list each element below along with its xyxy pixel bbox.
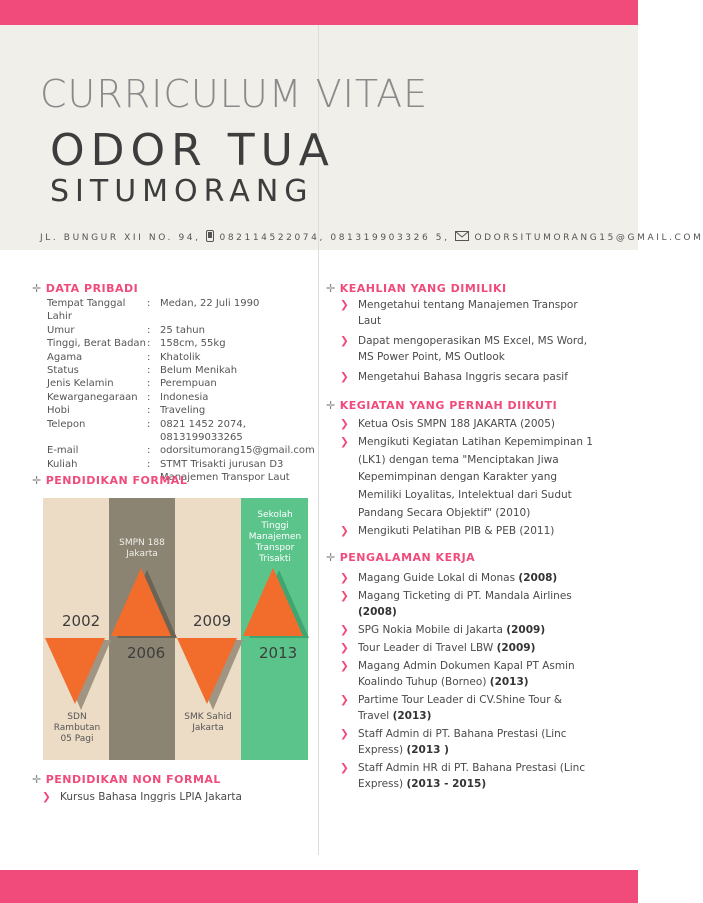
email: ODORSITUMORANG15@GMAIL.COM bbox=[474, 233, 703, 243]
list-item bbox=[340, 726, 590, 758]
cv-title: CURRICULUM VITAE bbox=[40, 72, 429, 116]
personal-data-row bbox=[47, 297, 320, 324]
address: JL. BUNGUR XII NO. 94, bbox=[40, 233, 201, 243]
chevron-right-icon: ❯ bbox=[340, 572, 349, 584]
section-data-pribadi bbox=[32, 282, 138, 295]
field-label: Tempat Tanggal Lahir bbox=[47, 298, 126, 323]
list-item-text: Mengetahui Bahasa Inggris secara pasif bbox=[358, 371, 568, 383]
non-formal-list bbox=[42, 790, 312, 804]
field-value: Belum Menikah bbox=[160, 365, 238, 377]
list-item bbox=[340, 588, 590, 620]
list-item bbox=[340, 760, 590, 792]
chevron-right-icon: ❯ bbox=[340, 435, 349, 448]
section-pendidikan-non-formal bbox=[32, 773, 221, 786]
list-item-text: Kursus Bahasa Inggris LPIA Jakarta bbox=[60, 791, 242, 803]
experience-list bbox=[340, 570, 590, 794]
personal-data-row bbox=[47, 351, 320, 364]
list-item-text: Mengetahui tentang Manajemen Transpor Laut bbox=[358, 299, 578, 327]
field-value: Khatolik bbox=[160, 351, 201, 363]
field-label: Agama bbox=[47, 351, 83, 363]
list-item-text: Mengikuti Kegiatan Latihan Kepemimpinan 1 (LK1) dengan tema "Menciptakan Jiwa Kepemimpinan dengan Karakter yang Memiliki Loyalitas, Intelektual dari Sudut Pandang Secara Objektif" (2010) bbox=[358, 435, 593, 519]
field-label: Kuliah bbox=[47, 458, 78, 470]
field-colon: : bbox=[147, 338, 151, 350]
field-value: Perempuan bbox=[160, 378, 217, 390]
list-item-text: Ketua Osis SMPN 188 JAKARTA (2005) bbox=[358, 418, 555, 430]
plus-icon: ✛ bbox=[326, 551, 336, 564]
field-label: Status bbox=[47, 365, 79, 377]
section-title: PENGALAMAN KERJA bbox=[339, 551, 476, 564]
chevron-right-icon: ❯ bbox=[340, 335, 349, 347]
top-bar bbox=[0, 0, 638, 25]
list-item-text: Magang Admin Dokumen Kapal PT Asmin Koalindo Tuhup (Borneo) bbox=[358, 660, 575, 688]
chevron-right-icon: ❯ bbox=[340, 524, 349, 537]
list-item bbox=[340, 333, 590, 365]
field-colon: : bbox=[147, 324, 151, 336]
personal-data-row bbox=[47, 364, 320, 377]
chevron-right-icon: ❯ bbox=[340, 762, 349, 774]
field-label: Hobi bbox=[47, 405, 70, 417]
plus-icon: ✛ bbox=[32, 773, 42, 786]
chevron-right-icon: ❯ bbox=[340, 299, 349, 311]
field-label: Telepon bbox=[47, 418, 86, 430]
section-kegiatan bbox=[326, 399, 557, 412]
skills-list bbox=[340, 297, 590, 389]
field-value: odorsitumorang15@gmail.com bbox=[160, 445, 315, 457]
list-item bbox=[340, 369, 590, 385]
list-item-year: (2013) bbox=[489, 676, 529, 688]
chevron-right-icon: ❯ bbox=[340, 371, 349, 383]
personal-data-row bbox=[47, 418, 320, 445]
year-2006: 2006 bbox=[127, 644, 166, 662]
field-label: Kewarganegaraan bbox=[47, 391, 138, 403]
personal-data-row bbox=[47, 458, 320, 471]
field-value: 25 tahun bbox=[160, 324, 205, 336]
chevron-right-icon: ❯ bbox=[340, 590, 349, 602]
list-item bbox=[340, 297, 590, 329]
list-item-text: Staff Admin HR di PT. Bahana Prestasi (Linc Express) bbox=[358, 762, 586, 790]
plus-icon: ✛ bbox=[32, 474, 42, 487]
list-item-text: SPG Nokia Mobile di Jakarta bbox=[358, 624, 507, 636]
field-colon: : bbox=[147, 391, 151, 403]
phone: 082114522074, 081319903326 5, bbox=[219, 233, 450, 243]
school-college: Sekolah Tinggi Manajemen Transpor Trisakti bbox=[248, 510, 302, 564]
chevron-right-icon: ❯ bbox=[42, 791, 51, 803]
field-value: 158cm, 55kg bbox=[160, 338, 226, 350]
phone-icon bbox=[206, 230, 214, 245]
chevron-right-icon: ❯ bbox=[340, 418, 349, 430]
chevron-right-icon: ❯ bbox=[340, 694, 349, 706]
chevron-right-icon: ❯ bbox=[340, 624, 349, 636]
section-title: PENDIDIKAN NON FORMAL bbox=[45, 773, 221, 786]
section-keahlian bbox=[326, 282, 507, 295]
field-colon: : bbox=[147, 405, 151, 417]
field-colon: : bbox=[147, 365, 151, 377]
section-title: KEGIATAN YANG PERNAH DIIKUTI bbox=[339, 399, 558, 412]
section-title: DATA PRIBADI bbox=[45, 282, 139, 295]
field-colon: : bbox=[147, 378, 151, 390]
list-item-year: (2009) bbox=[506, 624, 546, 636]
first-name: ODOR TUA bbox=[50, 125, 335, 176]
list-item bbox=[340, 416, 600, 434]
personal-data-row bbox=[47, 337, 320, 350]
list-item-text: Magang Guide Lokal di Monas bbox=[358, 572, 519, 584]
education-timeline bbox=[43, 498, 308, 764]
field-label: Tinggi, Berat Badan bbox=[47, 338, 146, 350]
section-pendidikan-formal bbox=[32, 474, 187, 487]
list-item bbox=[340, 640, 590, 656]
section-title: KEAHLIAN YANG DIMILIKI bbox=[339, 282, 507, 295]
list-item-text: Tour Leader di Travel LBW bbox=[358, 642, 497, 654]
personal-data-table bbox=[47, 297, 320, 485]
list-item-text: Magang Ticketing di PT. Mandala Airlines bbox=[358, 590, 572, 602]
last-name: SITUMORANG bbox=[50, 174, 314, 209]
field-colon: : bbox=[147, 351, 151, 363]
chevron-right-icon: ❯ bbox=[340, 660, 349, 672]
list-item bbox=[340, 570, 590, 586]
list-item-text: Staff Admin di PT. Bahana Prestasi (Linc Express) bbox=[358, 728, 567, 756]
year-2013: 2013 bbox=[259, 644, 298, 662]
field-label: Umur bbox=[47, 324, 75, 336]
field-colon: : bbox=[147, 298, 151, 309]
plus-icon: ✛ bbox=[326, 282, 336, 295]
field-value: Medan, 22 Juli 1990 bbox=[160, 298, 260, 309]
field-label: E-mail bbox=[47, 445, 79, 457]
school-sd: SDN Rambutan 05 Pagi bbox=[53, 712, 101, 744]
list-item-year: (2013) bbox=[392, 710, 432, 722]
list-item bbox=[42, 790, 312, 804]
chevron-right-icon: ❯ bbox=[340, 642, 349, 654]
field-value: STMT Trisakti jurusan D3 bbox=[160, 458, 284, 470]
list-item bbox=[340, 523, 600, 541]
chevron-right-icon: ❯ bbox=[340, 728, 349, 740]
personal-data-row bbox=[47, 324, 320, 337]
list-item bbox=[340, 622, 590, 638]
field-value: Indonesia bbox=[160, 391, 209, 403]
school-smk: SMK Sahid Jakarta bbox=[184, 712, 232, 733]
field-value: Traveling bbox=[160, 405, 206, 417]
activities-list bbox=[340, 416, 600, 541]
list-item bbox=[340, 692, 590, 724]
personal-data-row bbox=[47, 377, 320, 390]
field-colon: : bbox=[147, 445, 151, 457]
field-colon: : bbox=[147, 418, 151, 430]
list-item-text: Mengikuti Pelatihan PIB & PEB (2011) bbox=[358, 524, 555, 537]
list-item-year: (2008) bbox=[358, 606, 397, 618]
field-colon: : bbox=[147, 458, 151, 470]
list-item bbox=[340, 658, 590, 690]
personal-data-row bbox=[47, 404, 320, 417]
list-item-year: (2008) bbox=[518, 572, 558, 584]
list-item-year: (2013 ) bbox=[406, 744, 449, 756]
section-title: PENDIDIKAN FORMAL bbox=[45, 474, 188, 487]
bottom-bar bbox=[0, 870, 638, 903]
plus-icon: ✛ bbox=[32, 282, 42, 295]
year-2009: 2009 bbox=[193, 612, 232, 630]
field-value: 0821 1452 2074, 0813199033265 bbox=[160, 418, 246, 444]
personal-data-row bbox=[47, 391, 320, 404]
year-2002: 2002 bbox=[62, 612, 101, 630]
list-item-text: Partime Tour Leader di CV.Shine Tour & Travel bbox=[358, 694, 563, 722]
list-item-year: (2009) bbox=[496, 642, 536, 654]
field-value: Manajemen Transpor Laut bbox=[160, 472, 290, 484]
list-item bbox=[340, 434, 600, 523]
personal-data-row bbox=[47, 444, 320, 457]
contact-line bbox=[40, 230, 703, 245]
mail-icon bbox=[455, 231, 469, 244]
plus-icon: ✛ bbox=[326, 399, 336, 412]
field-label: Jenis Kelamin bbox=[47, 378, 114, 390]
section-pengalaman bbox=[326, 551, 475, 564]
list-item-year: (2013 - 2015) bbox=[406, 778, 487, 790]
list-item-text: Dapat mengoperasikan MS Excel, MS Word, MS Power Point, MS Outlook bbox=[358, 335, 588, 363]
school-smp: SMPN 188 Jakarta bbox=[119, 538, 165, 559]
